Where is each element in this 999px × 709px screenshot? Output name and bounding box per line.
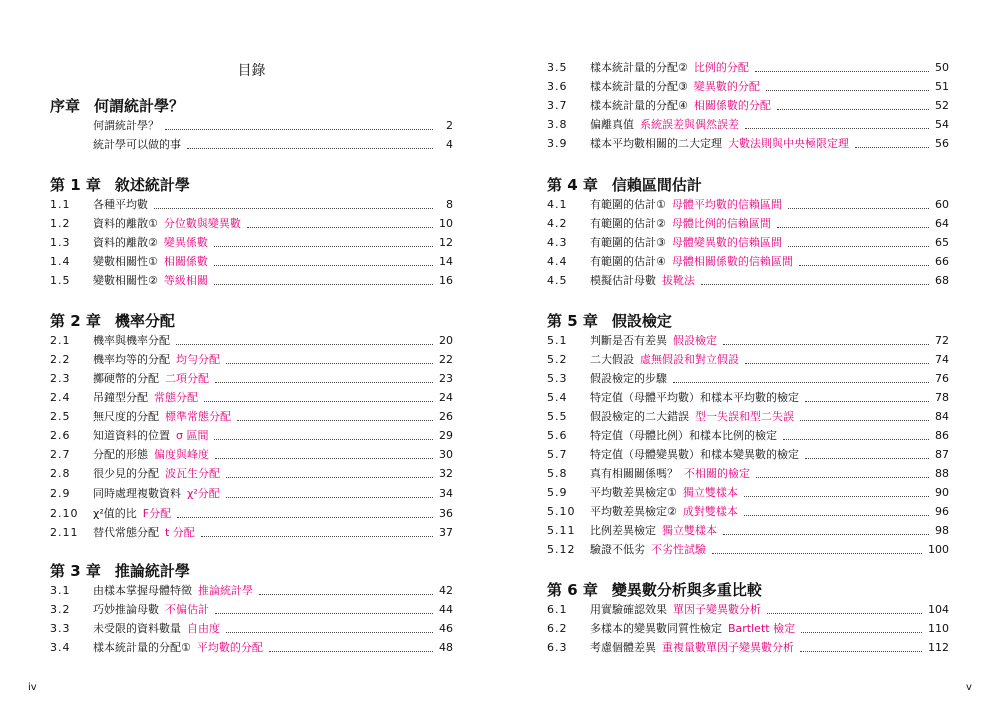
- entry-page: 65: [935, 236, 949, 249]
- entry-highlight: 偏度與峰度: [154, 448, 209, 461]
- entry-page: 98: [935, 524, 949, 537]
- dot-leader: [176, 344, 433, 345]
- entry-highlight: 相關係數的分配: [693, 99, 771, 112]
- toc-entry[interactable]: [50, 213, 453, 231]
- toc-entry[interactable]: [547, 368, 949, 386]
- entry-number: 6.2: [547, 622, 568, 635]
- chapter-number: 第 1 章: [50, 176, 101, 194]
- entry-title: 比例差異檢定: [590, 524, 656, 537]
- dot-leader: [215, 382, 433, 383]
- entry-page: 87: [935, 448, 949, 461]
- chapter-number: 第 2 章: [50, 312, 101, 330]
- entry-title: 同時處理複數資料: [93, 487, 181, 500]
- entry-page: 64: [935, 217, 949, 230]
- entry-title: 有範圍的估計②: [590, 217, 666, 230]
- entry-page: 88: [935, 467, 949, 480]
- dot-leader: [214, 284, 433, 285]
- entry-title: 平均數差異檢定①: [590, 486, 677, 499]
- entry-page: 76: [935, 372, 949, 385]
- entry-page: 72: [935, 334, 949, 347]
- page-number-right: v: [966, 682, 972, 693]
- entry-highlight: 虛無假設和對立假設: [640, 353, 739, 366]
- dot-leader: [805, 458, 929, 459]
- entry-number: 5.10: [547, 505, 576, 518]
- entry-number: 4.2: [547, 217, 568, 230]
- entry-number: 2.4: [50, 391, 71, 404]
- entry-page: 48: [439, 641, 453, 654]
- chapter-heading: [547, 579, 762, 600]
- entry-title: 特定值（母體變異數）和樣本變異數的檢定: [590, 448, 799, 461]
- entry-number: 2.5: [50, 410, 71, 423]
- entry-title: 樣本平均數相關的二大定理: [590, 137, 722, 150]
- entry-page: 86: [935, 429, 949, 442]
- entry-number: 6.1: [547, 603, 568, 616]
- toc-entry[interactable]: [50, 270, 453, 288]
- dot-leader: [673, 382, 929, 383]
- entry-page: 46: [439, 622, 453, 635]
- entry-highlight: 波瓦生分配: [165, 467, 220, 480]
- toc-entry[interactable]: [547, 232, 949, 250]
- entry-highlight: 變異數的分配: [693, 80, 760, 93]
- entry-title: 有範圍的估計③: [590, 236, 666, 249]
- entry-page: 51: [935, 80, 949, 93]
- dot-leader: [801, 632, 922, 633]
- toc-entry[interactable]: [50, 483, 453, 501]
- toc-title: 目錄: [237, 63, 266, 79]
- entry-highlight: 二項分配: [165, 372, 209, 385]
- entry-page: 29: [439, 429, 453, 442]
- entry-number: 3.5: [547, 61, 568, 74]
- entry-title: 假設檢定的二大錯誤: [590, 410, 689, 423]
- dot-leader: [215, 613, 433, 614]
- dot-leader: [259, 594, 433, 595]
- dot-leader: [187, 148, 433, 149]
- dot-leader: [237, 420, 433, 421]
- dot-leader: [177, 517, 433, 518]
- entry-number: 1.3: [50, 236, 71, 249]
- entry-title: 統計學可以做的事: [93, 138, 181, 151]
- chapter-title: 推論統計學: [114, 562, 190, 580]
- entry-title: 多樣本的變異數同質性檢定: [590, 622, 722, 635]
- dot-leader: [745, 128, 929, 129]
- entry-title: 無尺度的分配: [93, 410, 159, 423]
- entry-number: 3.2: [50, 603, 71, 616]
- entry-title: 資料的離散②: [93, 236, 158, 249]
- entry-page: 56: [935, 137, 949, 150]
- dot-leader: [226, 497, 433, 498]
- entry-number: 2.6: [50, 429, 71, 442]
- chapter-title: 敘述統計學: [114, 176, 190, 194]
- entry-number: 3.9: [547, 137, 568, 150]
- chapter-number: 第 3 章: [50, 562, 101, 580]
- toc-entry[interactable]: [547, 251, 949, 269]
- entry-page: 54: [935, 118, 949, 131]
- entry-highlight: 母體平均數的信賴區間: [671, 198, 782, 211]
- entry-page: 78: [935, 391, 949, 404]
- entry-number: 5.9: [547, 486, 568, 499]
- chapter-number: 第 6 章: [547, 581, 598, 599]
- chapter-heading: [547, 174, 702, 195]
- toc-entry[interactable]: [50, 368, 453, 386]
- toc-entry[interactable]: [50, 194, 453, 212]
- toc-entry[interactable]: [547, 637, 949, 655]
- entry-highlight: 標準常態分配: [165, 410, 231, 423]
- entry-number: 3.3: [50, 622, 71, 635]
- dot-leader: [247, 227, 433, 228]
- dot-leader: [214, 246, 433, 247]
- dot-leader: [215, 458, 433, 459]
- entry-page: 110: [928, 622, 949, 635]
- entry-page: 34: [439, 487, 453, 500]
- toc-entry[interactable]: [50, 522, 453, 540]
- entry-page: 14: [439, 255, 453, 268]
- entry-title: 變數相關性①: [93, 255, 158, 268]
- toc-entry[interactable]: [547, 425, 949, 443]
- entry-title: 資料的離散①: [93, 217, 158, 230]
- toc-entry[interactable]: [50, 134, 453, 152]
- entry-number: 2.10: [50, 507, 79, 520]
- dot-leader: [755, 71, 929, 72]
- entry-highlight: Bartlett 檢定: [728, 622, 796, 635]
- toc-entry[interactable]: [547, 213, 949, 231]
- entry-number: 3.8: [547, 118, 568, 131]
- entry-page: 16: [439, 274, 453, 287]
- toc-entry[interactable]: [547, 501, 949, 519]
- entry-highlight: 系統誤差與偶然誤差: [640, 118, 739, 131]
- toc-entry[interactable]: [50, 251, 453, 269]
- entry-title: 機率與機率分配: [93, 334, 170, 347]
- entry-title: 何謂統計學？: [93, 119, 159, 132]
- toc-entry[interactable]: [50, 618, 453, 636]
- entry-title: 替代常態分配: [93, 526, 159, 539]
- entry-number: 5.6: [547, 429, 568, 442]
- entry-highlight: 母體比例的信賴區間: [671, 217, 771, 230]
- chapter-heading: [50, 310, 175, 331]
- entry-page: 44: [439, 603, 453, 616]
- entry-page: 4: [446, 138, 453, 151]
- toc-entry[interactable]: [547, 114, 949, 132]
- dot-leader: [788, 246, 929, 247]
- entry-page: 96: [935, 505, 949, 518]
- entry-title: 樣本統計量的分配②: [590, 61, 688, 74]
- toc-entry[interactable]: [50, 387, 453, 405]
- entry-highlight: 相關係數: [163, 255, 208, 268]
- entry-page: 23: [439, 372, 453, 385]
- entry-number: 6.3: [547, 641, 568, 654]
- dot-leader: [204, 401, 433, 402]
- entry-title: 擲硬幣的分配: [93, 372, 159, 385]
- entry-number: 3.6: [547, 80, 568, 93]
- entry-highlight: χ²分配: [187, 487, 220, 500]
- toc-entry[interactable]: [50, 330, 453, 348]
- entry-highlight: 常態分配: [154, 391, 198, 404]
- entry-page: 26: [439, 410, 453, 423]
- chapter-heading: [547, 310, 672, 331]
- entry-number: 1.1: [50, 198, 71, 211]
- entry-number: 5.12: [547, 543, 576, 556]
- dot-leader: [745, 363, 929, 364]
- entry-page: 2: [446, 119, 453, 132]
- entry-number: 5.11: [547, 524, 576, 537]
- entry-title: 判斷是否有差異: [590, 334, 667, 347]
- entry-page: 20: [439, 334, 453, 347]
- dot-leader: [744, 515, 929, 516]
- entry-highlight: 母體變異數的信賴區間: [671, 236, 782, 249]
- entry-highlight: 重複量數單因子變異數分析: [662, 641, 794, 654]
- dot-leader: [777, 227, 929, 228]
- entry-title: 變數相關性②: [93, 274, 158, 287]
- chapter-title: 機率分配: [114, 312, 175, 330]
- dot-leader: [788, 208, 929, 209]
- entry-page: 112: [928, 641, 949, 654]
- entry-highlight: 均勻分配: [176, 353, 220, 366]
- dot-leader: [799, 265, 929, 266]
- dot-leader: [805, 401, 929, 402]
- entry-number: 5.1: [547, 334, 568, 347]
- toc-entry[interactable]: [547, 76, 949, 94]
- entry-title: 巧妙推論母數: [93, 603, 159, 616]
- chapter-number: 第 5 章: [547, 312, 598, 330]
- dot-leader: [214, 265, 433, 266]
- toc-entry[interactable]: [547, 387, 949, 405]
- entry-number: 3.4: [50, 641, 71, 654]
- chapter-title: 何謂統計學？: [94, 97, 185, 115]
- entry-page: 104: [928, 603, 949, 616]
- entry-page: 10: [439, 217, 453, 230]
- dot-leader: [766, 90, 929, 91]
- entry-highlight: t 分配: [165, 526, 195, 539]
- entry-highlight: 分位數與變異數: [163, 217, 241, 230]
- dot-leader: [800, 420, 929, 421]
- entry-title: 有範圍的估計①: [590, 198, 666, 211]
- entry-number: 2.1: [50, 334, 71, 347]
- toc-entry[interactable]: [547, 194, 949, 212]
- entry-page: 50: [935, 61, 949, 74]
- toc-entry[interactable]: [50, 580, 453, 598]
- entry-title: 用實驗確認效果: [590, 603, 667, 616]
- entry-title: 驗證不低劣: [590, 543, 645, 556]
- entry-page: 100: [928, 543, 949, 556]
- chapter-number: 序章: [50, 97, 81, 115]
- entry-number: 5.5: [547, 410, 568, 423]
- toc-entry[interactable]: [50, 599, 453, 617]
- toc-entry[interactable]: [547, 270, 949, 288]
- entry-highlight: 拔靴法: [662, 274, 695, 287]
- toc-entry[interactable]: [50, 637, 453, 655]
- toc-entry[interactable]: [50, 503, 453, 521]
- dot-leader: [201, 536, 433, 537]
- dot-leader: [723, 344, 929, 345]
- entry-page: 84: [935, 410, 949, 423]
- entry-title: 機率均等的分配: [93, 353, 170, 366]
- toc-entry[interactable]: [547, 406, 949, 424]
- toc-entry[interactable]: [547, 539, 949, 557]
- entry-title: 樣本統計量的分配④: [590, 99, 688, 112]
- entry-highlight: 比例的分配: [693, 61, 749, 74]
- chapter-title: 信賴區間估計: [611, 176, 702, 194]
- dot-leader: [154, 208, 433, 209]
- dot-leader: [269, 651, 433, 652]
- entry-highlight: 不偏估計: [165, 603, 209, 616]
- entry-page: 52: [935, 99, 949, 112]
- entry-title: 知道資料的位置: [93, 429, 170, 442]
- entry-title: 假設檢定的步驟: [590, 372, 667, 385]
- dot-leader: [723, 534, 929, 535]
- entry-title: χ²值的比: [93, 507, 137, 520]
- dot-leader: [226, 632, 433, 633]
- dot-leader: [165, 129, 433, 130]
- entry-page: 66: [935, 255, 949, 268]
- entry-page: 12: [439, 236, 453, 249]
- entry-page: 24: [439, 391, 453, 404]
- entry-title: 考慮個體差異: [590, 641, 656, 654]
- toc-entry[interactable]: [547, 599, 949, 617]
- entry-number: 5.7: [547, 448, 568, 461]
- toc-entry[interactable]: [547, 463, 949, 481]
- toc-entry[interactable]: [50, 232, 453, 250]
- entry-title: 分配的形態: [93, 448, 148, 461]
- dot-leader: [226, 363, 433, 364]
- entry-number: 2.3: [50, 372, 71, 385]
- entry-highlight: 不劣性試驗: [651, 543, 706, 556]
- entry-title: 很少見的分配: [93, 467, 159, 480]
- entry-title: 偏離真值: [590, 118, 634, 131]
- toc-entry[interactable]: [547, 95, 949, 113]
- dot-leader: [226, 477, 433, 478]
- entry-highlight: 平均數的分配: [196, 641, 263, 654]
- entry-page: 68: [935, 274, 949, 287]
- entry-highlight: 變異係數: [163, 236, 208, 249]
- entry-highlight: 成對雙樣本: [682, 505, 738, 518]
- dot-leader: [214, 439, 433, 440]
- chapter-title: 變異數分析與多重比較: [611, 581, 762, 599]
- dot-leader: [767, 613, 922, 614]
- entry-title: 未受限的資料數量: [93, 622, 181, 635]
- entry-number: 3.7: [547, 99, 568, 112]
- toc-entry[interactable]: [50, 115, 453, 133]
- entry-title: 由樣本掌握母體特徵: [93, 584, 192, 597]
- dot-leader: [855, 147, 929, 148]
- entry-page: 22: [439, 353, 453, 366]
- dot-leader: [800, 651, 922, 652]
- entry-title: 真有相關關係嗎？: [590, 467, 678, 480]
- entry-highlight: 假設檢定: [673, 334, 717, 347]
- entry-number: 4.4: [547, 255, 568, 268]
- entry-page: 36: [439, 507, 453, 520]
- entry-title: 特定值（母體比例）和樣本比例的檢定: [590, 429, 777, 442]
- entry-page: 74: [935, 353, 949, 366]
- dot-leader: [712, 553, 922, 554]
- toc-entry[interactable]: [547, 618, 949, 636]
- entry-title: 二大假設: [590, 353, 634, 366]
- entry-number: 2.7: [50, 448, 71, 461]
- entry-number: 5.4: [547, 391, 568, 404]
- toc-entry[interactable]: [547, 133, 949, 151]
- entry-title: 有範圍的估計④: [590, 255, 666, 268]
- entry-title: 樣本統計量的分配①: [93, 641, 191, 654]
- toc-entry[interactable]: [547, 444, 949, 462]
- entry-highlight: 單因子變異數分析: [673, 603, 761, 616]
- chapter-number: 第 4 章: [547, 176, 598, 194]
- entry-page: 37: [439, 526, 453, 539]
- entry-number: 1.2: [50, 217, 71, 230]
- entry-title: 模擬估計母數: [590, 274, 656, 287]
- entry-number: 5.8: [547, 467, 568, 480]
- entry-number: 5.3: [547, 372, 568, 385]
- toc-entry[interactable]: [50, 425, 453, 443]
- toc-entry[interactable]: [50, 406, 453, 424]
- chapter-heading: [50, 560, 190, 581]
- entry-highlight: 母體相關係數的信賴區間: [671, 255, 793, 268]
- toc-entry[interactable]: [50, 444, 453, 462]
- entry-page: 8: [446, 198, 453, 211]
- entry-title: 各種平均數: [93, 198, 148, 211]
- toc-entry[interactable]: [547, 57, 949, 75]
- entry-title: 樣本統計量的分配③: [590, 80, 688, 93]
- toc-entry[interactable]: [547, 349, 949, 367]
- entry-highlight: 獨立雙樣本: [682, 486, 738, 499]
- entry-highlight: 自由度: [187, 622, 220, 635]
- entry-title: 特定值（母體平均數）和樣本平均數的檢定: [590, 391, 799, 404]
- entry-highlight: 型一失誤和型二失誤: [695, 410, 794, 423]
- entry-title: 吊鐘型分配: [93, 391, 148, 404]
- dot-leader: [783, 439, 929, 440]
- toc-entry[interactable]: [547, 330, 949, 348]
- dot-leader: [744, 496, 929, 497]
- entry-page: 30: [439, 448, 453, 461]
- dot-leader: [777, 109, 929, 110]
- entry-highlight: 等級相關: [163, 274, 208, 287]
- dot-leader: [756, 477, 929, 478]
- entry-highlight: 獨立雙樣本: [662, 524, 717, 537]
- toc-entry[interactable]: [50, 463, 453, 481]
- entry-number: 3.1: [50, 584, 71, 597]
- toc-entry[interactable]: [547, 482, 949, 500]
- entry-highlight: σ 區間: [176, 429, 209, 442]
- entry-page: 60: [935, 198, 949, 211]
- entry-page: 32: [439, 467, 453, 480]
- entry-number: 1.5: [50, 274, 71, 287]
- entry-page: 42: [439, 584, 453, 597]
- entry-highlight: 大數法則與中央極限定理: [728, 137, 849, 150]
- entry-number: 5.2: [547, 353, 568, 366]
- chapter-heading: [50, 174, 190, 195]
- entry-highlight: 推論統計學: [198, 584, 253, 597]
- entry-number: 4.5: [547, 274, 568, 287]
- chapter-heading: [50, 95, 184, 116]
- entry-number: 4.3: [547, 236, 568, 249]
- entry-title: 平均數差異檢定②: [590, 505, 677, 518]
- entry-page: 90: [935, 486, 949, 499]
- entry-number: 2.9: [50, 487, 71, 500]
- page-number-left: iv: [28, 682, 37, 693]
- entry-number: 2.2: [50, 353, 71, 366]
- entry-highlight: F分配: [142, 507, 172, 520]
- dot-leader: [701, 284, 929, 285]
- entry-number: 2.8: [50, 467, 71, 480]
- chapter-title: 假設檢定: [611, 312, 672, 330]
- toc-entry[interactable]: [50, 349, 453, 367]
- entry-highlight: 不相關的檢定: [684, 467, 750, 480]
- entry-number: 2.11: [50, 526, 79, 539]
- entry-number: 4.1: [547, 198, 568, 211]
- entry-number: 1.4: [50, 255, 71, 268]
- toc-entry[interactable]: [547, 520, 949, 538]
